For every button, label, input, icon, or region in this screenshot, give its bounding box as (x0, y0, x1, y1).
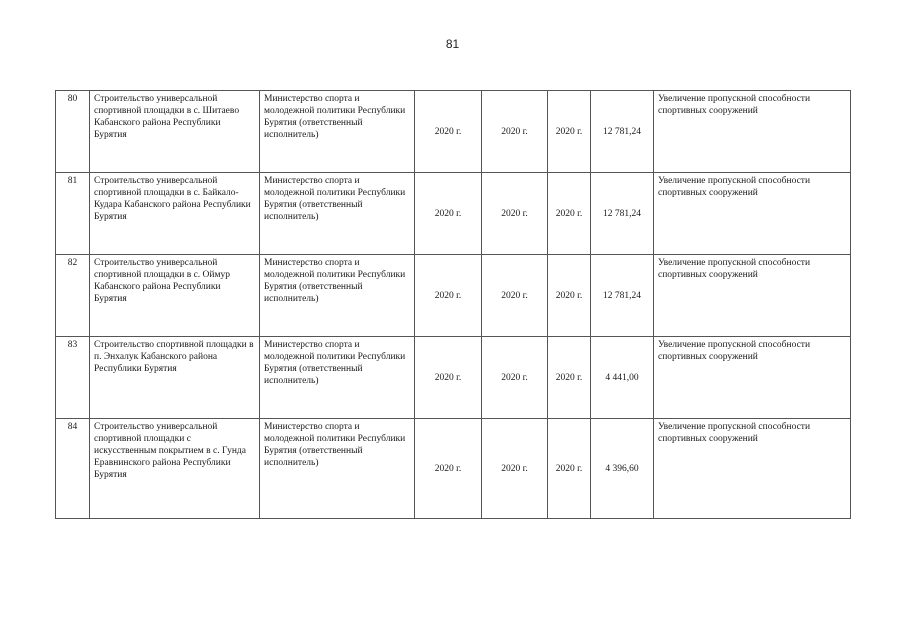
expected-result: Увеличение пропускной способности спортивных сооружений (654, 337, 851, 419)
executor: Министерство спорта и молодежной политики Республики Бурятия (ответственный исполнитель) (260, 419, 415, 519)
start-date: 2020 г. (415, 255, 482, 337)
financing-year: 2020 г. (548, 173, 591, 255)
financing-amount: 12 781,24 (591, 255, 654, 337)
row-number: 83 (56, 337, 90, 419)
financing-year: 2020 г. (548, 337, 591, 419)
executor: Министерство спорта и молодежной политики Республики Бурятия (ответственный исполнитель) (260, 91, 415, 173)
end-date: 2020 г. (482, 255, 548, 337)
end-date: 2020 г. (482, 173, 548, 255)
measures-table (55, 90, 851, 519)
row-number: 80 (56, 91, 90, 173)
end-date: 2020 г. (482, 337, 548, 419)
row-number: 81 (56, 173, 90, 255)
executor: Министерство спорта и молодежной политики Республики Бурятия (ответственный исполнитель) (260, 337, 415, 419)
row-number: 84 (56, 419, 90, 519)
row-number: 82 (56, 255, 90, 337)
table-row (56, 255, 851, 337)
start-date: 2020 г. (415, 419, 482, 519)
start-date: 2020 г. (415, 173, 482, 255)
financing-year: 2020 г. (548, 91, 591, 173)
expected-result: Увеличение пропускной способности спортивных сооружений (654, 419, 851, 519)
measure-name: Строительство универсальной спортивной площадки в с. Байкало-Кудара Кабанского района Республики Бурятия (90, 173, 260, 255)
expected-result: Увеличение пропускной способности спортивных сооружений (654, 91, 851, 173)
financing-year: 2020 г. (548, 255, 591, 337)
table-row (56, 337, 851, 419)
start-date: 2020 г. (415, 91, 482, 173)
table-row (56, 419, 851, 519)
measure-name: Строительство универсальной спортивной площадки в с. Оймур Кабанского района Республики Бурятия (90, 255, 260, 337)
page-number: 81 (445, 37, 460, 51)
financing-amount: 12 781,24 (591, 173, 654, 255)
measure-name: Строительство спортивной площадки в п. Энхалук Кабанского района Республики Бурятия (90, 337, 260, 419)
executor: Министерство спорта и молодежной политики Республики Бурятия (ответственный исполнитель) (260, 255, 415, 337)
financing-amount: 4 396,60 (591, 419, 654, 519)
start-date: 2020 г. (415, 337, 482, 419)
measure-name: Строительство универсальной спортивной площадки с искусственным покрытием в с. Гунда Еравнинского района Республики Бурятия (90, 419, 260, 519)
expected-result: Увеличение пропускной способности спортивных сооружений (654, 173, 851, 255)
table-row (56, 173, 851, 255)
end-date: 2020 г. (482, 91, 548, 173)
expected-result: Увеличение пропускной способности спортивных сооружений (654, 255, 851, 337)
financing-amount: 12 781,24 (591, 91, 654, 173)
measure-name: Строительство универсальной спортивной площадки в с. Шитаево Кабанского района Республики Бурятия (90, 91, 260, 173)
end-date: 2020 г. (482, 419, 548, 519)
financing-amount: 4 441,00 (591, 337, 654, 419)
financing-year: 2020 г. (548, 419, 591, 519)
executor: Министерство спорта и молодежной политики Республики Бурятия (ответственный исполнитель) (260, 173, 415, 255)
table-row (56, 91, 851, 173)
